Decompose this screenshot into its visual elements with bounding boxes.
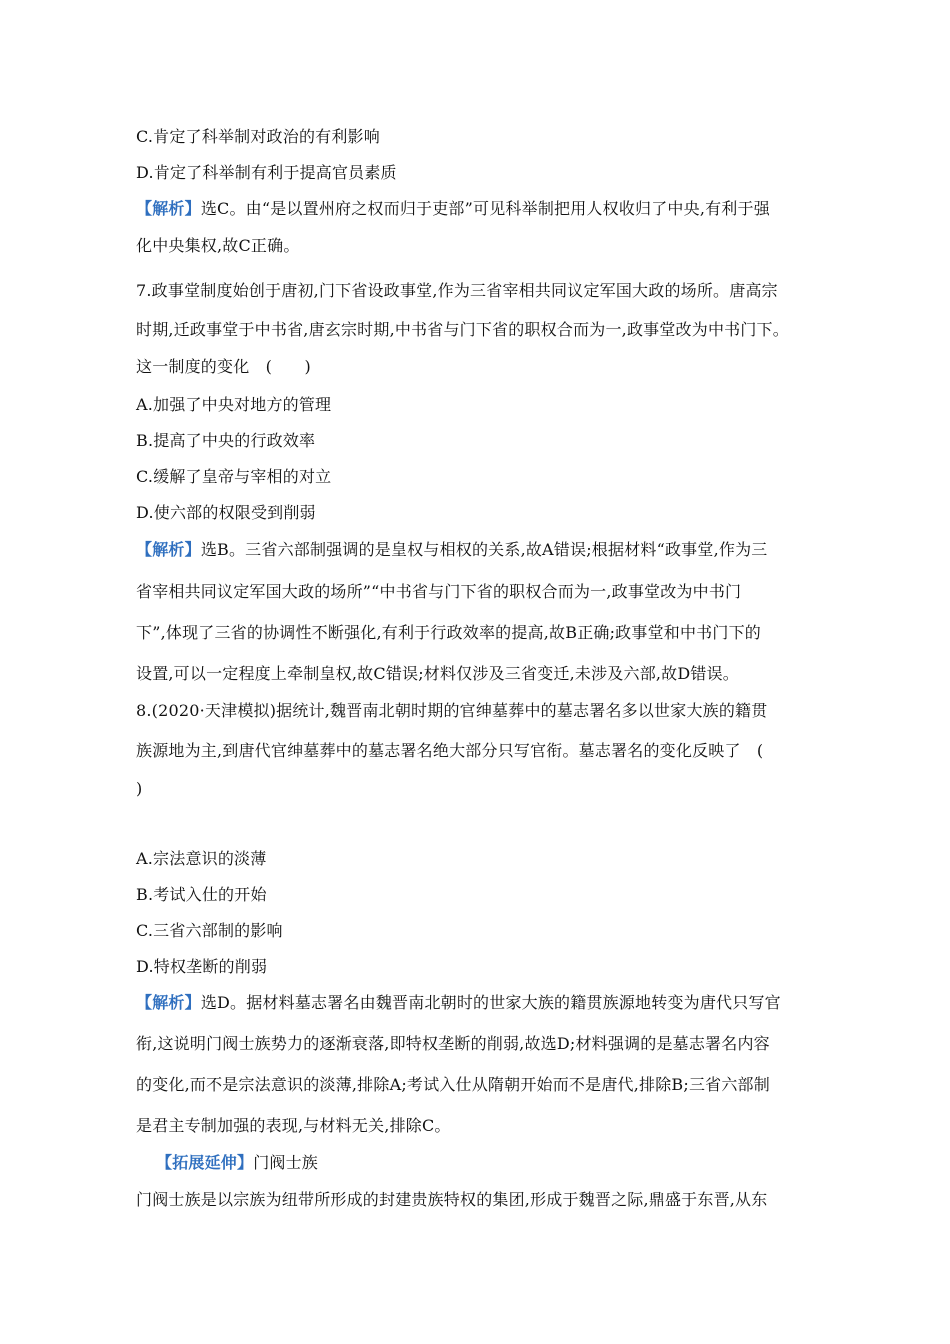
q8-answer-line-3: 的变化,而不是宗法意识的淡薄,排除A;考试入仕从隋朝开始而不是唐代,排除B;三省六部制 — [136, 1075, 770, 1094]
q8-answer-line-1 — [136, 993, 826, 1013]
q8-option-a: A.宗法意识的淡薄 — [136, 849, 267, 868]
q7-stem-line-3: 这一制度的变化 ( ) — [136, 357, 311, 376]
answer-text: 选C。由“是以置州府之权而归于吏部”可见科举制把用人权收归了中央,有利于强 — [200, 199, 770, 218]
q7-answer-line-2: 省宰相共同议定军国大政的场所”“中书省与门下省的职权合而为一,政事堂改为中书门 — [136, 582, 742, 601]
q6-option-d: D.肯定了科举制有利于提高官员素质 — [136, 163, 397, 182]
q7-option-d: D.使六部的权限受到削弱 — [136, 503, 316, 522]
answer-text: 选B。三省六部制强调的是皇权与相权的关系,故A错误;根据材料“政事堂,作为三 — [200, 540, 768, 559]
q8-option-c: C.三省六部制的影响 — [136, 921, 283, 940]
q8-answer-line-2: 衔,这说明门阀士族势力的逐渐衰落,即特权垄断的削弱,故选D;材料强调的是墓志署名内容 — [136, 1034, 770, 1053]
extension-text-line-1: 门阀士族是以宗族为纽带所形成的封建贵族特权的集团,形成于魏晋之际,鼎盛于东晋,从东 — [136, 1190, 768, 1209]
extension-heading — [156, 1153, 846, 1173]
answer-text: 选D。据材料墓志署名由魏晋南北朝时的世家大族的籍贯族源地转变为唐代只写官 — [200, 993, 781, 1012]
extension-title: 门阀士族 — [253, 1153, 319, 1172]
q7-stem-line-1: 7.政事堂制度始创于唐初,门下省设政事堂,作为三省宰相共同议定军国大政的场所。唐高宗 — [136, 281, 778, 300]
q7-stem-line-2: 时期,迁政事堂于中书省,唐玄宗时期,中书省与门下省的职权合而为一,政事堂改为中书门下。 — [136, 320, 789, 339]
answer-tag: 【解析】 — [136, 199, 201, 218]
q7-answer-line-4: 设置,可以一定程度上牵制皇权,故C错误;材料仅涉及三省变迁,未涉及六部,故D错误。 — [136, 664, 740, 683]
q7-option-c: C.缓解了皇帝与宰相的对立 — [136, 467, 332, 486]
answer-tag: 【解析】 — [136, 993, 201, 1012]
q8-option-d: D.特权垄断的削弱 — [136, 957, 268, 976]
answer-tag: 【解析】 — [136, 540, 201, 559]
q8-stem-line-2: 族源地为主,到唐代官绅墓葬中的墓志署名绝大部分只写官衔。墓志署名的变化反映了 ( — [136, 741, 764, 760]
q7-answer-line-3: 下”,体现了三省的协调性不断强化,有利于行政效率的提高,故B正确;政事堂和中书门下的 — [136, 623, 761, 642]
q7-option-a: A.加强了中央对地方的管理 — [136, 395, 332, 414]
q7-option-b: B.提高了中央的行政效率 — [136, 431, 316, 450]
q6-option-c: C.肯定了科举制对政治的有利影响 — [136, 127, 380, 146]
q8-option-b: B.考试入仕的开始 — [136, 885, 267, 904]
extension-tag: 【拓展延伸】 — [156, 1153, 254, 1172]
q8-stem-line-3: ) — [136, 779, 143, 798]
q6-answer-line-1 — [136, 199, 826, 219]
q8-answer-line-4: 是君主专制加强的表现,与材料无关,排除C。 — [136, 1116, 451, 1135]
q8-stem-line-1: 8.(2020·天津模拟)据统计,魏晋南北朝时期的官绅墓葬中的墓志署名多以世家大族的籍贯 — [136, 701, 768, 720]
q6-answer-line-2: 化中央集权,故C正确。 — [136, 236, 300, 255]
q7-answer-line-1 — [136, 540, 826, 560]
